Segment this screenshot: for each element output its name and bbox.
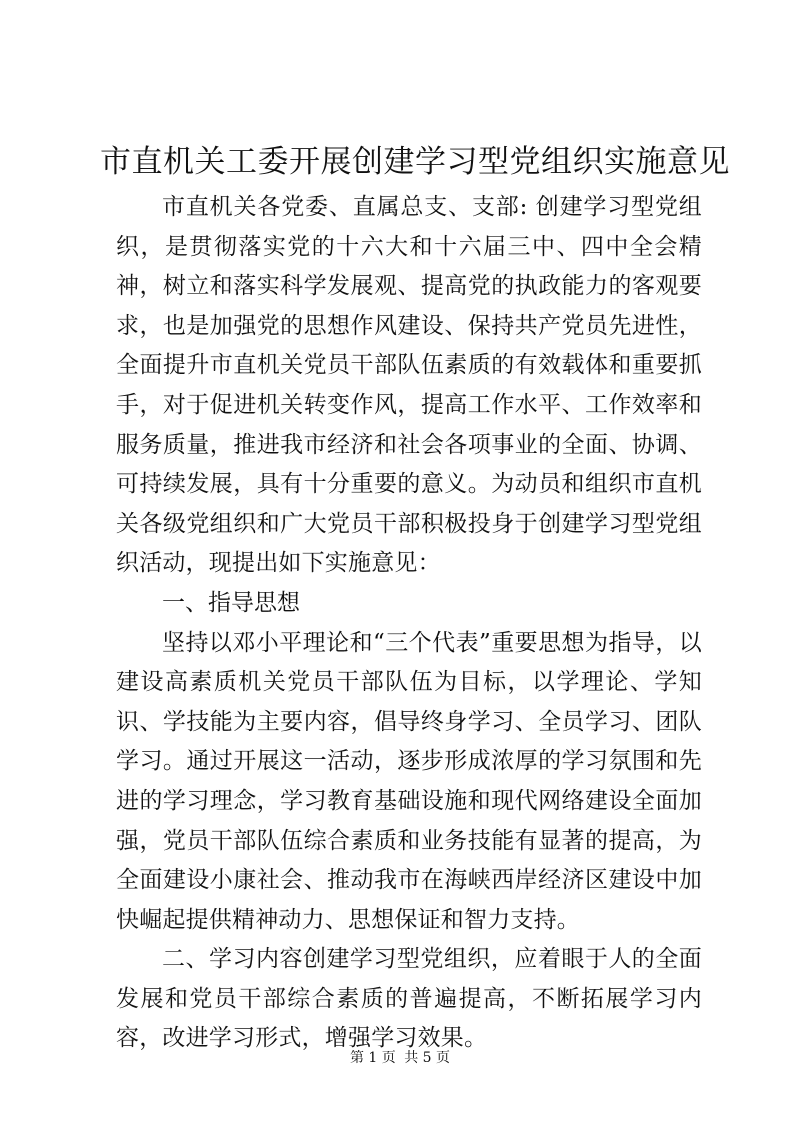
page-total: 共 5 页 — [404, 1050, 451, 1066]
paragraph-learning-content: 二、学习内容创建学习型党组织，应着眼于人的全面发展和党员干部综合素质的普遍提高，不断拓展学习内容，改进学习形式，增强学习效果。 — [116, 946, 702, 1052]
document-body — [116, 188, 702, 1059]
paragraph-intro: 市直机关各党委、直属总支、支部: 创建学习型党组织，是贯彻落实党的十六大和十六届三中、四中全会精神，树立和落实科学发展观、提高党的执政能力的客观要求，也是加强党的思想作风建设、保持共产党员先进性，全面提升市直机关党员干部队伍素质的有效载体和重要抓手，对于促进机关转变作风，提高工作水平、工作效率和服务质量，推进我市经济和社会各项事业的全面、协调、可持续发展，具有十分重要的意义。为动员和组织市直机关各级党组织和广大党员干部积极投身于创建学习型党组织活动，现提出如下实施意见： — [116, 194, 702, 577]
paragraph-guiding-thought: 坚持以邓小平理论和“三个代表”重要思想为指导，以建设高素质机关党员干部队伍为目标，以学理论、学知识、学技能为主要内容，倡导终身学习、全员学习、团队学习。通过开展这一活动，逐步形成浓厚的学习氛围和先进的学习理念，学习教育基础设施和现代网络建设全面加强，党员干部队伍综合素质和业务技能有显著的提高，为全面建设小康社会、推动我市在海峡西岸经济区建设中加快崛起提供精神动力、思想保证和智力支持。 — [116, 629, 702, 933]
page-number: 第 1 页 — [349, 1050, 396, 1066]
page-footer — [0, 1048, 800, 1068]
section-heading-guiding-thought: 一、指导思想 — [162, 589, 300, 616]
document-title: 市直机关工委开展创建学习型党组织实施意见 — [100, 144, 730, 180]
